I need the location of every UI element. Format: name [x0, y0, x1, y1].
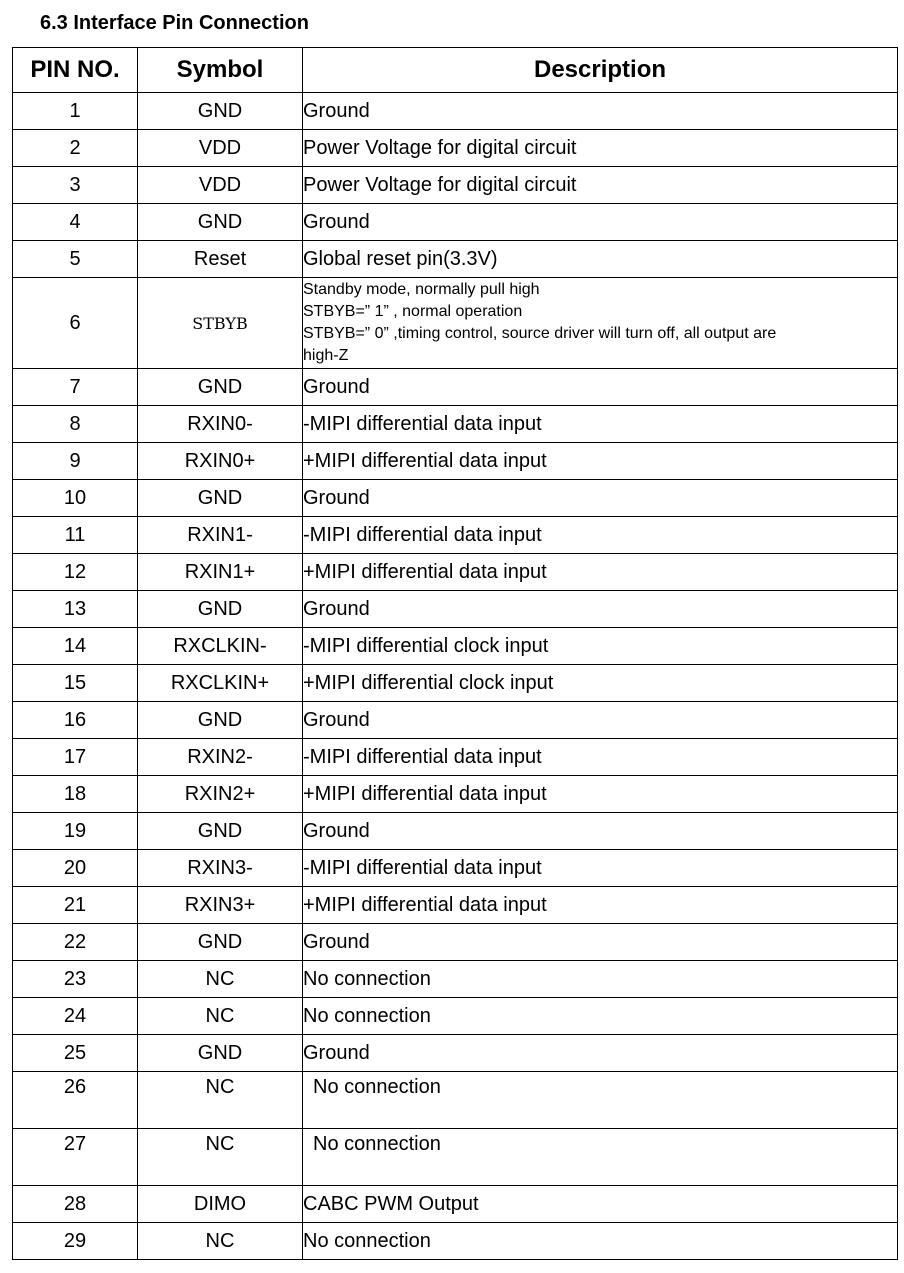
pin-number: 24 — [13, 998, 138, 1035]
pin-number: 11 — [13, 517, 138, 554]
pin-description: Global reset pin(3.3V) — [303, 241, 898, 278]
pin-description: CABC PWM Output — [303, 1186, 898, 1223]
pin-description: No connection — [303, 961, 898, 998]
pin-description: +MIPI differential clock input — [303, 665, 898, 702]
table-row — [13, 628, 898, 665]
pin-number: 3 — [13, 167, 138, 204]
pin-symbol: NC — [138, 1129, 303, 1186]
pin-number: 7 — [13, 369, 138, 406]
pin-description: +MIPI differential data input — [303, 443, 898, 480]
pin-number: 4 — [13, 204, 138, 241]
pin-symbol: GND — [138, 93, 303, 130]
pin-description: +MIPI differential data input — [303, 887, 898, 924]
pin-symbol: RXCLKIN+ — [138, 665, 303, 702]
table-row — [13, 665, 898, 702]
table-row — [13, 204, 898, 241]
pin-symbol: GND — [138, 480, 303, 517]
pin-description: Ground — [303, 93, 898, 130]
pin-number: 20 — [13, 850, 138, 887]
pin-symbol: GND — [138, 591, 303, 628]
pin-description: Ground — [303, 480, 898, 517]
table-row — [13, 887, 898, 924]
pin-symbol: RXIN3+ — [138, 887, 303, 924]
description-line: high-Z — [303, 347, 349, 364]
table-row — [13, 1129, 898, 1186]
description-line: Standby mode, normally pull high — [303, 281, 540, 298]
pin-number: 6 — [13, 278, 138, 369]
table-row — [13, 1223, 898, 1260]
pin-number: 9 — [13, 443, 138, 480]
pin-symbol: GND — [138, 924, 303, 961]
pin-symbol: RXIN1- — [138, 517, 303, 554]
table-row — [13, 406, 898, 443]
pin-description: Ground — [303, 369, 898, 406]
pin-number: 29 — [13, 1223, 138, 1260]
table-row — [13, 813, 898, 850]
table-row — [13, 998, 898, 1035]
pin-symbol: RXIN0- — [138, 406, 303, 443]
pin-number: 22 — [13, 924, 138, 961]
pin-description: -MIPI differential data input — [303, 850, 898, 887]
pin-number: 26 — [13, 1072, 138, 1129]
pin-number: 28 — [13, 1186, 138, 1223]
pin-number: 2 — [13, 130, 138, 167]
pin-symbol: Reset — [138, 241, 303, 278]
pin-description — [303, 278, 898, 369]
pin-symbol: GND — [138, 813, 303, 850]
pin-symbol: RXIN0+ — [138, 443, 303, 480]
table-row — [13, 480, 898, 517]
pin-number: 23 — [13, 961, 138, 998]
pin-symbol: NC — [138, 998, 303, 1035]
table-row — [13, 167, 898, 204]
pin-symbol: VDD — [138, 130, 303, 167]
table-row — [13, 739, 898, 776]
pin-symbol: NC — [138, 1072, 303, 1129]
table-header-row — [13, 48, 898, 93]
pin-number: 5 — [13, 241, 138, 278]
pin-description: No connection — [303, 1072, 898, 1129]
pin-symbol: NC — [138, 1223, 303, 1260]
pin-description: Ground — [303, 591, 898, 628]
pin-description: Power Voltage for digital circuit — [303, 130, 898, 167]
pin-symbol: GND — [138, 204, 303, 241]
table-row — [13, 850, 898, 887]
description-line: STBYB=” 1” , normal operation — [303, 303, 523, 320]
pin-description: No connection — [303, 1129, 898, 1186]
pin-description: -MIPI differential clock input — [303, 628, 898, 665]
pin-description: Ground — [303, 924, 898, 961]
pin-description: Ground — [303, 204, 898, 241]
pin-symbol: RXCLKIN- — [138, 628, 303, 665]
description-line: STBYB=” 0” ,timing control, source driver will turn off, all output are — [303, 325, 777, 342]
header-pin-no: PIN NO. — [13, 48, 138, 93]
table-row — [13, 591, 898, 628]
pin-description: Ground — [303, 702, 898, 739]
pin-symbol: DIMO — [138, 1186, 303, 1223]
table-row — [13, 517, 898, 554]
pin-number: 13 — [13, 591, 138, 628]
pin-number: 25 — [13, 1035, 138, 1072]
table-row — [13, 702, 898, 739]
pin-number: 17 — [13, 739, 138, 776]
table-row — [13, 1035, 898, 1072]
pin-number: 1 — [13, 93, 138, 130]
pin-number: 19 — [13, 813, 138, 850]
pin-symbol: GND — [138, 702, 303, 739]
pin-symbol: STBYB — [138, 278, 303, 369]
pin-description: No connection — [303, 1223, 898, 1260]
table-row — [13, 369, 898, 406]
pin-symbol: RXIN2- — [138, 739, 303, 776]
table-row — [13, 961, 898, 998]
pin-symbol: RXIN2+ — [138, 776, 303, 813]
pin-symbol: GND — [138, 1035, 303, 1072]
table-row — [13, 278, 898, 369]
pin-description: -MIPI differential data input — [303, 406, 898, 443]
pin-number: 15 — [13, 665, 138, 702]
header-description: Description — [303, 48, 898, 93]
table-row — [13, 241, 898, 278]
pin-number: 12 — [13, 554, 138, 591]
pin-description: -MIPI differential data input — [303, 739, 898, 776]
pin-description: +MIPI differential data input — [303, 554, 898, 591]
pin-symbol: NC — [138, 961, 303, 998]
pin-symbol: RXIN3- — [138, 850, 303, 887]
pin-description: No connection — [303, 998, 898, 1035]
table-row — [13, 130, 898, 167]
pin-symbol: VDD — [138, 167, 303, 204]
pin-description: Ground — [303, 813, 898, 850]
pin-description: Power Voltage for digital circuit — [303, 167, 898, 204]
table-row — [13, 1186, 898, 1223]
table-row — [13, 776, 898, 813]
header-symbol: Symbol — [138, 48, 303, 93]
pin-symbol: RXIN1+ — [138, 554, 303, 591]
pin-description: +MIPI differential data input — [303, 776, 898, 813]
table-row — [13, 1072, 898, 1129]
pin-number: 18 — [13, 776, 138, 813]
pin-number: 27 — [13, 1129, 138, 1186]
pin-description: -MIPI differential data input — [303, 517, 898, 554]
table-row — [13, 554, 898, 591]
table-row — [13, 443, 898, 480]
pin-description: Ground — [303, 1035, 898, 1072]
table-row — [13, 93, 898, 130]
table-row — [13, 924, 898, 961]
pin-number: 10 — [13, 480, 138, 517]
section-title: 6.3 Interface Pin Connection — [40, 12, 309, 34]
pin-number: 8 — [13, 406, 138, 443]
pin-number: 16 — [13, 702, 138, 739]
pin-number: 14 — [13, 628, 138, 665]
pin-number: 21 — [13, 887, 138, 924]
pin-connection-table — [12, 47, 898, 1260]
pin-symbol: GND — [138, 369, 303, 406]
